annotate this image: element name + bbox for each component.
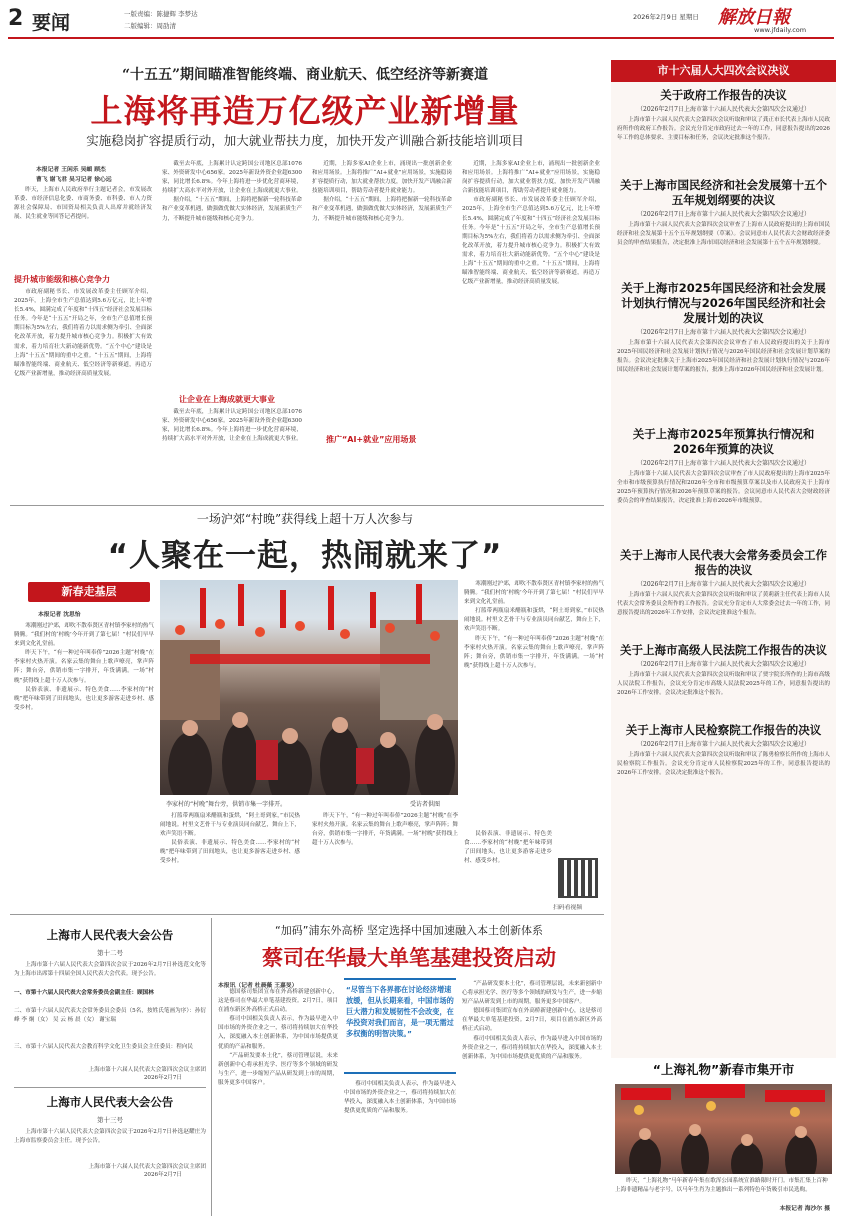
feature-text-col2: 打篮带两瓶扇米醋瓶和蛋烘，“阿土哥到家，”市民热闹地说。村里文艺骨干与专业演员同台献艺，舞台上下，欢声笑语不断。 民俗表演、非遗展示、特色美食……李家村的“村晚”把年味带到了田间地头，也让更多游客走进乡村、感受乡村。 bbox=[160, 813, 300, 865]
resolution-3-body: 上海市第十六届人民代表大会第四次会议审查了市人民政府提出的关于上海市2025年国民经济和社会发展计划执行情况与2026年国民经济和社会发展计划草案的报告。会议决定批准关于上海市2025年国民经济和社会发展计划执行情况与2026年国民经济和社会发展计划草案的报告，批准上海市2026年国民经济和社会发展计划。 bbox=[617, 340, 830, 373]
resolution-1-title: 关于政府工作报告的决议 bbox=[660, 88, 787, 102]
newspaper-logo: 解放日報 bbox=[718, 7, 790, 28]
photo-scene bbox=[160, 580, 458, 795]
notice-1-issuer: 上海市第十六届人民代表大会第四次会议主席团 bbox=[88, 1067, 206, 1073]
feature-photo bbox=[160, 580, 458, 795]
resolution-2-date: （2026年2月7日上海市第十六届人民代表大会第四次会议通过） bbox=[637, 211, 810, 218]
lead-text-col3: 近期，上海多家AI企业上市，涌现出一批创新企业和应用场景。上海将推广“AI+就业”应用场景，实施稳岗扩容提质行动，加大就业帮扶力度，加快开发产训融合新技能培训项目，帮助劳动者提升就业能力。 据介绍，“十五五”期间，上海将把握新一轮科技革命和产业变革机遇，做强做优做大实体经济，发展新质生产力，不断提升城市能级和核心竞争力。 bbox=[312, 161, 452, 222]
resolution-5-body: 上海市第十六届人民代表大会第四次会议听取和审议了黄莉新主任代表上海市人民代表大会常务委员会所作的工作报告。会议充分肯定市人大常委会过去一年的工作，同意报告提出的2026年工作安排，会议决定批准这个报告。 bbox=[617, 592, 830, 616]
feature-text-col4: 寒潮刚过沪郊，却吹不散奉贤区青村镇李家村的热气腾腾。“我们村的‘村晚’今年开到了第七届！”村民们早早来到文化礼堂前。 打篮带两瓶扇米醋瓶和蛋烘，“阿土哥到家，”市民热闹地说。村里文艺骨干与专业演员同台献艺，舞台上下，欢声笑语不断。 昨天下午，“有一种过年叫奉侨”2026主题“村晚”在李家村火热开演。名家云集的舞台上歌声嘹亮，掌声阵阵；舞台旁，供销市集一字排开，年货满满。一场“村晚”获得线上超十万人次参与。 bbox=[464, 581, 604, 669]
lead-text-col2: 截至去年底，上海累计认定跨国公司地区总部1076家、外资研发中心656家。2025年新设外资企业超6300家，同比增长6.8%。今年上海将进一步优化营商环境，持续扩大高水平对外开放，让企业在上海成就更大事业。 据介绍，“十五五”期间，上海将把握新一轮科技革命和产业变革机遇，做强做优做大实体经济，发展新质生产力，不断提升城市能级和核心竞争力。 bbox=[162, 161, 302, 222]
second-byline: 本报讯（记者 杜晨薇 王嘉旻） bbox=[218, 983, 298, 989]
market-photo-box bbox=[611, 1058, 836, 1223]
resolution-6-title: 关于上海市高级人民法院工作报告的决议 bbox=[620, 643, 827, 657]
second-title: 蔡司在华最大单笔基建投资启动 bbox=[262, 946, 556, 970]
feature-kicker: 一场沪郊“村晚”获得线上超十万人次参与 bbox=[196, 512, 414, 526]
feature-byline: 本报记者 沈思怡 bbox=[38, 612, 81, 618]
notices-box bbox=[14, 925, 206, 1211]
resolution-4-body: 上海市第十六届人民代表大会第四次会议审查了市人民政府提出的上海市2025年全市和市级预算执行情况和2026年全市和市级预算草案以及市人民政府关于上海市2025年预算执行情况和2026年预算草案的报告。会议同意市人民代表大会财政经济委员会的审查结果报告，决定批准上海市2026年市级预算。 bbox=[617, 471, 830, 504]
lead-title: 上海将再造万亿级产业新增量 bbox=[90, 92, 520, 130]
resolution-4 bbox=[611, 421, 836, 542]
feature-photo-caption: 李家村的“村晚”舞台旁，供销市集一字排开。 bbox=[166, 801, 287, 808]
market-photo-credit: 本报记者 海沙尔 摄 bbox=[779, 1206, 830, 1212]
notice-1-body: 上海市第十六届人民代表大会第四次会议于2026年2月7日补选范文化等为上海市出席第十四届全国人民代表大会代表。现予公告。 bbox=[14, 962, 206, 978]
notice-2-date: 2026年2月7日 bbox=[143, 1172, 182, 1178]
section-divider bbox=[10, 505, 604, 506]
lead-kicker: “十五五”期间瞄准智能终端、商业航天、低空经济等新赛道 bbox=[121, 67, 489, 83]
masthead bbox=[0, 0, 841, 40]
resolution-1-date: （2026年2月7日上海市第十六届人民代表大会第四次会议通过） bbox=[637, 106, 810, 113]
market-photo-caption: 昨天，“上海礼物”马年新春年集在歌浑公园系统宣淮路限时开门。市集汇集上百种上海非遗精品与老字号，以马年生肖为主题推出一系列特色年货吸引市民选购。 bbox=[615, 1178, 828, 1193]
qr-code[interactable] bbox=[558, 858, 598, 898]
notice-2-title: 上海市人民代表大会公告 bbox=[46, 1095, 174, 1109]
masthead-rule bbox=[8, 37, 834, 39]
resolution-2-title: 关于上海市国民经济和社会发展第十五个五年规划纲要的决议 bbox=[620, 178, 827, 207]
editor-line-1: 一版责编：陈捷辉 李梦达 bbox=[124, 10, 198, 18]
resolution-5 bbox=[611, 542, 836, 637]
issue-date: 2026年2月9日 星期日 bbox=[633, 13, 699, 21]
notice-1-item-2: 二、市第十六届人民代表大会常务委员会委员（5名，按姓氏笔画为序）：孙衍峰 李 炯（女） 吴 云 杨 晨（女） 谢宝瑞 bbox=[14, 1008, 206, 1024]
notice-2-number: 第十三号 bbox=[97, 1116, 123, 1124]
qr-label: 扫码看视频 bbox=[553, 905, 582, 911]
notice-1-date: 2026年2月7日 bbox=[143, 1075, 182, 1081]
lead-text-col2-b: 截至去年底，上海累计认定跨国公司地区总部1076家、外资研发中心656家。2025年新设外资企业超6300家，同比增长6.8%。今年上海将进一步优化营商环境，持续扩大高水平对外开放，让企业在上海成就更大事业。 bbox=[162, 409, 302, 443]
resolution-7-body: 上海市第十六届人民代表大会第四次会议听取和审议了陈勇检察长所作的上海市人民检察院工作报告。会议充分肯定市人民检察院2025年的工作，同意报告提出的2026年工作安排。会议决定批准这个报告。 bbox=[617, 752, 830, 776]
resolution-4-date: （2026年2月7日上海市第十六届人民代表大会第四次会议通过） bbox=[637, 460, 810, 467]
feature-text-col3: 昨天下午，“有一种过年叫奉侨”2026主题“村晚”在李家村火热开演。名家云集的舞台上歌声嘹亮，掌声阵阵；舞台旁，供销市集一字排开，年货满满。一场“村晚”获得线上超十万人次参与。 bbox=[312, 813, 458, 847]
notice-1-title: 上海市人民代表大会公告 bbox=[46, 928, 174, 942]
second-kicker: “加码”浦东外高桥 坚定选择中国加速融入本土创新体系 bbox=[275, 924, 543, 937]
feature-text-col1: 寒潮刚过沪郊，却吹不散奉贤区青村镇李家村的热气腾腾。“我们村的‘村晚’今年开到了第七届！”村民们早早来到文化礼堂前。 昨天下午，“有一种过年叫奉侨”2026主题“村晚”在李家村火热开演。名家云集的舞台上歌声嘹亮，掌声阵阵；舞台旁，供销市集一字排开，年货满满。一场“村晚”获得线上超十万人次参与。 民俗表演、非遗展示、特色美食……李家村的“村晚”把年味带到了田间地头，也让更多游客走进乡村、感受乡村。 bbox=[14, 623, 154, 711]
lead-subtitle: 实施稳岗扩容提质行动，加大就业帮扶力度，加快开发产训融合新技能培训项目 bbox=[86, 133, 524, 148]
feature-text-col4-b: 民俗表演、非遗展示、特色美食……李家村的“村晚”把年味带到了田间地头，也让更多游客走进乡村、感受乡村。 bbox=[464, 831, 552, 865]
notice-2-body: 上海市第十六届人民代表大会第四次会议于2026年2月7日补选赵耀庄为上海市监察委员会主任。现予公告。 bbox=[14, 1129, 206, 1145]
section-divider-2 bbox=[10, 914, 604, 915]
notice-divider bbox=[14, 1087, 206, 1088]
sidebar-header: 市十六届人大四次会议决议 bbox=[611, 60, 836, 82]
resolution-3-title: 关于上海市2025年国民经济和社会发展计划执行情况与2026年国民经济和社会发展计划的决议 bbox=[621, 281, 826, 325]
lead-text-col4: 近期，上海多家AI企业上市，涌现出一批创新企业和应用场景。上海将推广“AI+就业”应用场景，实施稳岗扩容提质行动，加大就业帮扶力度，加快开发产训融合新技能培训项目，帮助劳动者提升就业能力。 市政府副秘书长、市发展改革委主任顾军介绍，2025年，上海全市生产总值达到5.6万亿元，比上年增长5.4%，圆满完成了年度和“十四五”经济社会发展目标任务。今年是“十五五”开局之年，全市生产总值增长预期目标为5%左右，我们将着力以需求侧为牵引、全面深化改革开放，着力提升城市核心竞争力。积极扩大有效需求，着力培育壮大新动能新优势。“五个中心”建设是上海“十五五”期间的重中之重。“十五五”期间，上海将瞄准智能终端、商业航天、低空经济等新赛道，再造万亿级产业新增量，推动经济高质量发展。 bbox=[462, 161, 600, 286]
resolution-7-title: 关于上海市人民检察院工作报告的决议 bbox=[625, 723, 822, 737]
column-tag-label: 新春走基层 bbox=[61, 585, 117, 598]
market-photo bbox=[615, 1084, 832, 1174]
feature-photo-credit: 受访者供图 bbox=[410, 801, 441, 808]
notice-1-item-1: 一、市第十六届人民代表大会常务委员会副主任：顾国林 bbox=[14, 990, 154, 996]
second-pull-quote bbox=[344, 978, 456, 1074]
resolution-6-date: （2026年2月7日上海市第十六届人民代表大会第四次会议通过） bbox=[637, 661, 810, 668]
market-photo-scene bbox=[615, 1084, 832, 1174]
notices-vertical-rule bbox=[211, 918, 212, 1216]
notice-1-number: 第十二号 bbox=[97, 949, 123, 957]
market-photo-title: “上海礼物”新春市集开市 bbox=[652, 1062, 795, 1077]
notice-1-item-3: 三、市第十六届人民代表大会教育科学文化卫生委员会主任委员：程向民 bbox=[14, 1044, 194, 1050]
resolution-7 bbox=[611, 717, 836, 797]
lead-byline-1: 本报记者 王闲乐 吴頔 顾杰 bbox=[36, 167, 106, 173]
second-text-col2: 蔡司中国相关负责人表示，作为最早进入中国市场的外资企业之一，蔡司将持续加大在华投入，深度融入本土创新体系，为中国市场提供更优质的产品和服务。 bbox=[344, 1081, 456, 1115]
editor-line-2: 二版编辑：周劭清 bbox=[124, 22, 176, 30]
lead-subhead-3: 推广“AI+就业”应用场景 bbox=[326, 435, 417, 444]
resolution-6 bbox=[611, 637, 836, 717]
lead-text-col1-a: 昨天，上海市人民政府举行主题记者会，市发展改革委、市经济信息化委、市商务委、市科委、市人力资源社会保障局、市国资局相关负责人出席并就经济发展、民生就业等回答记者提问。 bbox=[14, 187, 152, 221]
sidebar-column bbox=[611, 60, 836, 1220]
lead-subhead-2: 让企业在上海成就更大事业 bbox=[179, 395, 275, 404]
resolution-5-date: （2026年2月7日上海市第十六届人民代表大会第四次会议通过） bbox=[637, 581, 810, 588]
resolution-5-title: 关于上海市人民代表大会常务委员会工作报告的决议 bbox=[620, 548, 827, 577]
lead-text-col1-b: 市政府副秘书长、市发展改革委主任顾军介绍，2025年，上海全市生产总值达到5.6万亿元，比上年增长5.4%，圆满完成了年度和“十四五”经济社会发展目标任务。今年是“十五五”开局之年，全市生产总值增长预期目标为5%左右，我们将着力以需求侧为牵引、全面深化改革开放，着力提升城市核心竞争力。积极扩大有效需求，着力培育壮大新动能新优势。“五个中心”建设是上海“十五五”期间的重中之重。“十五五”期间，上海将瞄准智能终端、商业航天、低空经济等新赛道，再造万亿级产业新增量，推动经济高质量发展。 bbox=[14, 289, 152, 377]
lead-byline-2: 曹飞 谢飞君 吴习记者 徐心远 bbox=[36, 177, 112, 183]
lead-body bbox=[14, 156, 604, 502]
feature-title: “人聚在一起，热闹就来了” bbox=[107, 538, 503, 574]
section-name: 要闻 bbox=[32, 12, 71, 34]
feature-column-tag bbox=[28, 582, 150, 602]
resolution-4-title: 关于上海市2025年预算执行情况和2026年预算的决议 bbox=[632, 427, 815, 456]
resolution-7-date: （2026年2月7日上海市第十六届人民代表大会第四次会议通过） bbox=[637, 741, 810, 748]
page-number: 2 bbox=[8, 6, 24, 31]
second-text-col1: 德国蔡司集团宣布在外高桥新建创新中心，这是蔡司在华最大单笔基建投资。2月7日，项目在浦东新区外高桥正式启动。 蔡司中国相关负责人表示，作为最早进入中国市场的外资企业之一，蔡司将持续加大在华投入，深度融入本土创新体系，为中国市场提供更优质的产品和服务。 “产品研发要本土化”，蔡司管理层说，未来新创新中心将承担光学、医疗等多个领域的研发与生产，进一步缩短产品从研发到上市的周期，服务更多中国客户。 bbox=[218, 989, 338, 1086]
resolution-1 bbox=[611, 82, 836, 172]
resolution-6-body: 上海市第十六届人民代表大会第四次会议听取和审议了贾宇院长所作的上海市高级人民法院工作报告，会议充分肯定市高级人民法院2025年的工作，同意报告提出的2026年工作安排。会议决定批准这个报告。 bbox=[617, 672, 830, 696]
pull-quote-text: “尽管当下各界都在讨论经济增速放缓，但从长期来看，中国市场的巨大潜力和发展韧性不会改变，在华投资对我们而言，是一项无需过多权衡的明智决策。” bbox=[346, 985, 454, 1038]
resolution-3-date: （2026年2月7日上海市第十六届人民代表大会第四次会议通过） bbox=[637, 329, 810, 336]
resolution-2-body: 上海市第十六届人民代表大会第四次会议审查了上海市人民政府提出的上海市国民经济和社会发展第十五个五年规划纲要（草案）。会议同意市人民代表大会财政经济委员会的审查结果报告，决定批准上海市国民经济和社会发展第十五个五年规划纲要。 bbox=[617, 222, 830, 246]
lead-subhead-1: 提升城市能级和核心竞争力 bbox=[14, 275, 110, 284]
resolution-3 bbox=[611, 275, 836, 421]
second-text-col3: “产品研发要本土化”，蔡司管理层说，未来新创新中心将承担光学、医疗等多个领域的研发与生产，进一步缩短产品从研发到上市的周期，服务更多中国客户。 德国蔡司集团宣布在外高桥新建创新中心，这是蔡司在华最大单笔基建投资。2月7日，项目在浦东新区外高桥正式启动。 蔡司中国相关负责人表示，作为最早进入中国市场的外资企业之一，蔡司将持续加大在华投入，深度融入本土创新体系，为中国市场提供更优质的产品和服务。 bbox=[462, 981, 602, 1060]
resolution-2 bbox=[611, 172, 836, 275]
notice-2-issuer: 上海市第十六届人民代表大会第四次会议主席团 bbox=[88, 1164, 206, 1170]
website-url[interactable]: www.jfdaily.com bbox=[754, 26, 807, 34]
resolution-1-body: 上海市第十六届人民代表大会第四次会议听取和审议了龚正市长代表上海市人民政府所作的政府工作报告。会议充分肯定市政府过去一年的工作，同意报告提出的2026年工作的总体要求、主要目标和任务，会议决定批准这个报告。 bbox=[617, 117, 830, 141]
